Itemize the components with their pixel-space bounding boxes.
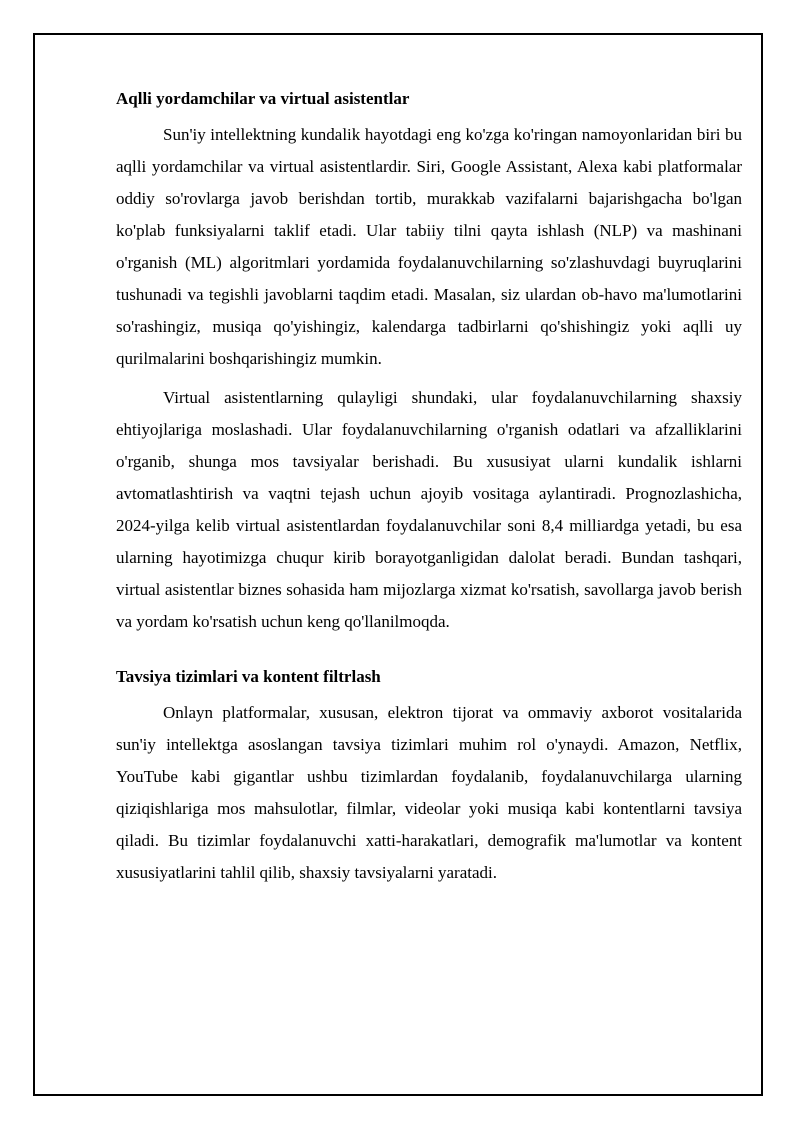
section-title-assistants: Aqlli yordamchilar va virtual asistentlar bbox=[116, 89, 410, 108]
section-title-recommendations: Tavsiya tizimlari va kontent filtrlash bbox=[116, 667, 381, 686]
document-body bbox=[116, 86, 742, 889]
paragraph: Virtual asistentlarning qulayligi shundaki, ular foydalanuvchilarning shaxsiy ehtiyojlariga moslashadi. Ular foydalanuvchilarning o'rganish odatlari va afzalliklarini o'rganib, shunga mos tavsiyalar berishadi. Bu xususiyat ularni kundalik ishlarni avtomatlashtirish va vaqtni tejash uchun ajoyib vositaga aylantiradi. Prognozlashicha, 2024-yilga kelib virtual asistentlardan foydalanuvchilar soni 8,4 milliardga yetadi, bu esa ularning hayotimizga chuqur kirib borayotganligidan dalolat beradi. Bundan tashqari, virtual asistentlar biznes sohasida ham mijozlarga xizmat ko'rsatish, savollarga javob berish va yordam ko'rsatish uchun keng qo'llanilmoqda. bbox=[116, 388, 742, 631]
paragraph: Sun'iy intellektning kundalik hayotdagi eng ko'zga ko'ringan namoyonlaridan biri bu aqlli yordamchilar va virtual asistentlardir. Siri, Google Assistant, Alexa kabi platformalar oddiy so'rovlarga javob berishdan tortib, murakkab vazifalarni bajarishgacha bo'lgan ko'plab funksiyalarni taklif etadi. Ular tabiiy tilni qayta ishlash (NLP) va mashinani o'rganish (ML) algoritmlari yordamida foydalanuvchilarning so'zlashuvdagi buyruqlarini tushunadi va tegishli javoblarni taqdim etadi. Masalan, siz ulardan ob-havo ma'lumotlarini so'rashingiz, musiqa qo'yishingiz, kalendarga tadbirlarni qo'shishingiz yoki aqlli uy qurilmalarini boshqarishingiz mumkin. bbox=[116, 125, 742, 368]
paragraph: Onlayn platformalar, xususan, elektron tijorat va ommaviy axborot vositalarida sun'iy intellektga asoslangan tavsiya tizimlari muhim rol o'ynaydi. Amazon, Netflix, YouTube kabi gigantlar ushbu tizimlardan foydalanib, foydalanuvchilarga ularning qiziqishlariga mos mahsulotlar, filmlar, videolar yoki musiqa kabi kontentlarni tavsiya qiladi. Bu tizimlar foydalanuvchi xatti-harakatlari, demografik ma'lumotlar va kontent xususiyatlarini tahlil qilib, shaxsiy tavsiyalarni yaratadi. bbox=[116, 703, 742, 882]
